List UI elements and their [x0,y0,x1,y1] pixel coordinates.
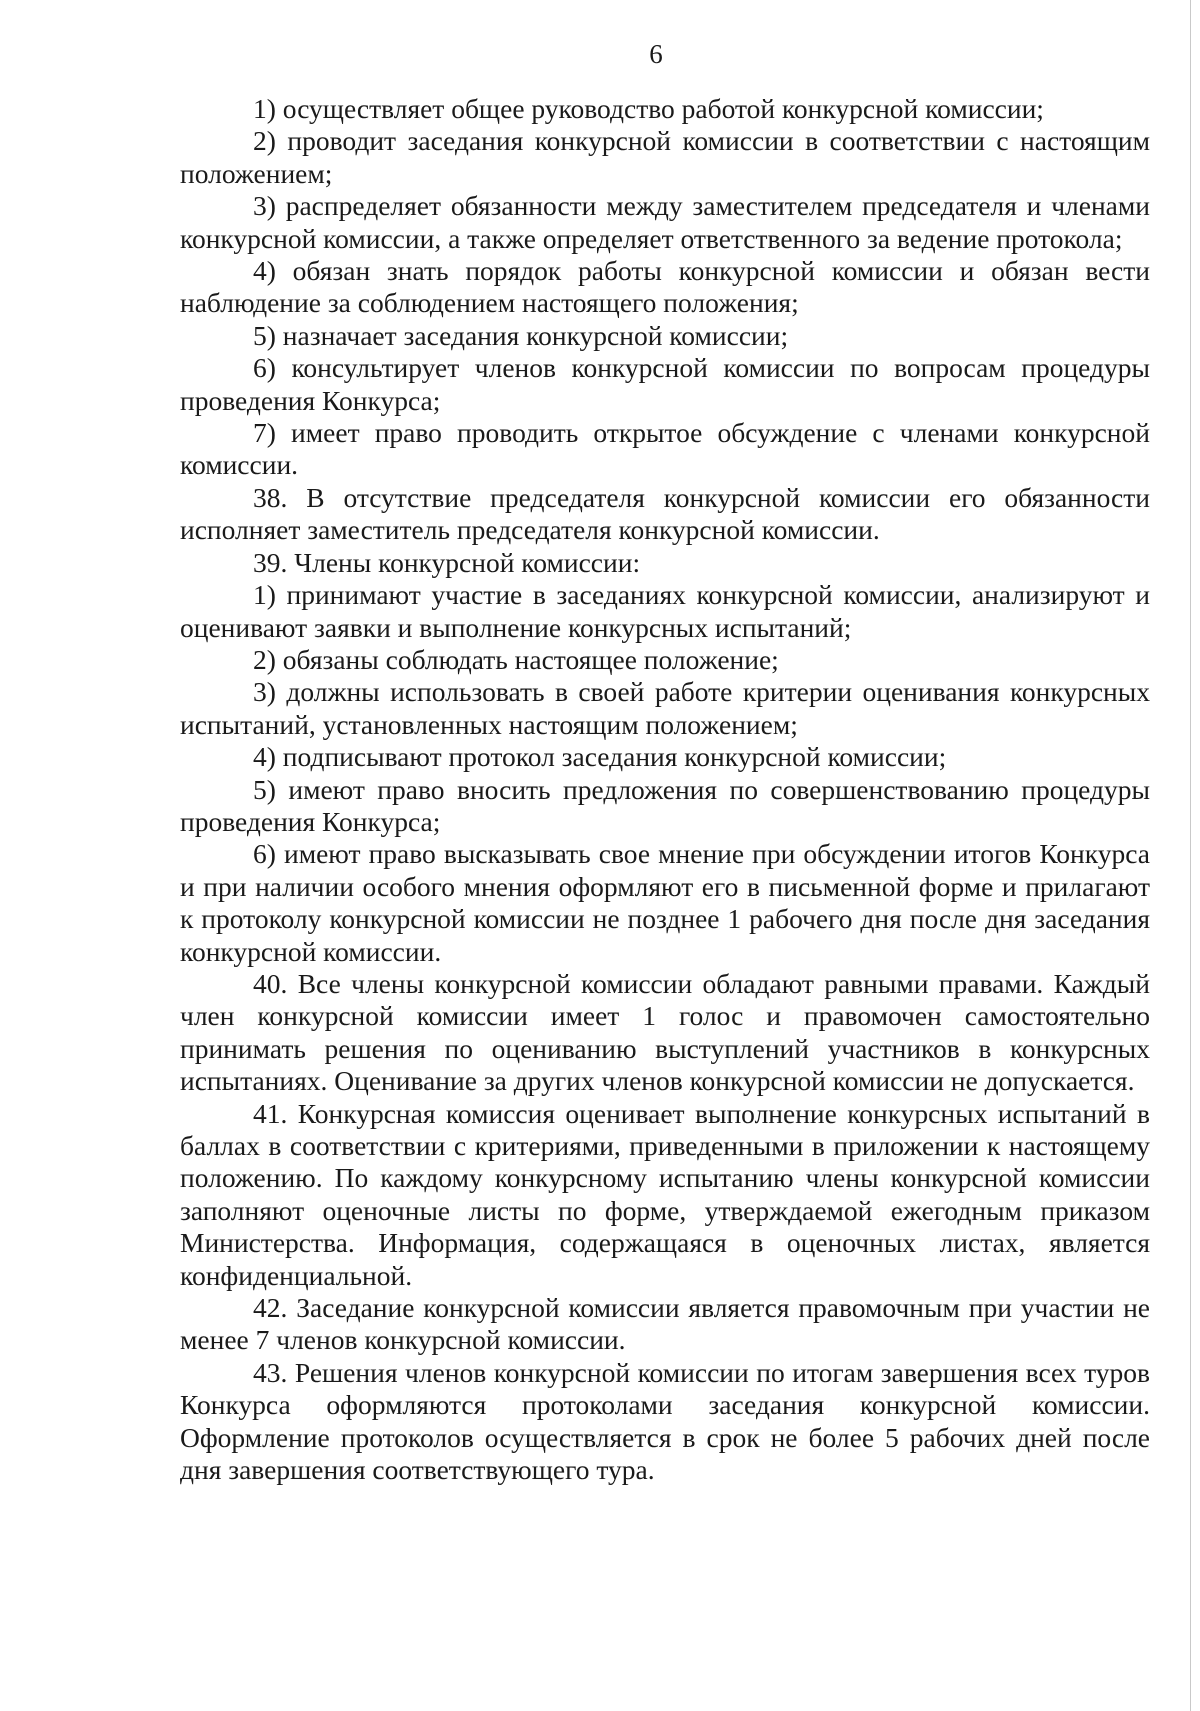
member-duty-2: 2) обязаны соблюдать настоящее положение; [253,643,779,675]
document-body [180,93,1150,1486]
member-duty-6: 6) имеют право высказывать свое мнение при обсуждении итогов Конкурса и при наличии особого мнения оформляют его в письменной форме и прилагают к протоколу конкурсной комиссии не позднее 1 рабочего дня после дня заседания конкурсной комиссии. [180,838,1150,967]
member-duty-5: 5) имеют право вносить предложения по совершенствованию процедуры проведения Конкурса; [180,773,1150,837]
chairman-duty-3: 3) распределяет обязанности между заместителем председателя и членами конкурсной комиссии, а также определяет ответственного за ведение протокола; [180,190,1150,254]
member-duty-4: 4) подписывают протокол заседания конкурсной комиссии; [253,741,947,773]
chairman-duty-7: 7) имеет право проводить открытое обсуждение с членами конкурсной комиссии. [180,417,1150,481]
clause-39-heading: 39. Члены конкурсной комиссии: [253,546,641,578]
chairman-duty-1: 1) осуществляет общее руководство работой конкурсной комиссии; [253,93,1044,124]
clause-42: 42. Заседание конкурсной комиссии является правомочным при участии не менее 7 членов конкурсной комиссии. [180,1292,1150,1356]
member-duty-1: 1) принимают участие в заседаниях конкурсной комиссии, анализируют и оценивают заявки и выполнение конкурсных испытаний; [180,579,1150,643]
clause-40: 40. Все члены конкурсной комиссии обладают равными правами. Каждый член конкурсной комиссии имеет 1 голос и правомочен самостоятельно принимать решения по оцениванию выступлений участников в конкурсных испытаниях. Оценивание за других членов конкурсной комиссии не допускается. [180,967,1150,1097]
member-duty-3: 3) должны использовать в своей работе критерии оценивания конкурсных испытаний, установленных настоящим положением; [180,676,1150,740]
clause-38: 38. В отсутствие председателя конкурсной комиссии его обязанности исполняет заместитель председателя конкурсной комиссии. [180,481,1150,546]
clause-41: 41. Конкурсная комиссия оценивает выполнение конкурсных испытаний в баллах в соответствии с критериями, приведенными в приложении к настоящему положению. По каждому конкурсному испытанию члены конкурсной комиссии заполняют оценочные листы по форме, утверждаемой ежегодным приказом Министерства. Информация, содержащаяся в оценочных листах, является конфиденциальной. [180,1097,1150,1291]
chairman-duty-4: 4) обязан знать порядок работы конкурсной комиссии и обязан вести наблюдение за соблюдением настоящего положения; [180,255,1150,319]
chairman-duty-2: 2) проводит заседания конкурсной комиссии в соответствии с настоящим положением; [180,125,1150,189]
chairman-duty-5: 5) назначает заседания конкурсной комиссии; [253,319,789,351]
chairman-duty-6: 6) консультирует членов конкурсной комиссии по вопросам процедуры проведения Конкурса; [180,352,1150,416]
clause-43: 43. Решения членов конкурсной комиссии по итогам завершения всех туров Конкурса оформляются протоколами заседания конкурсной комиссии. Оформление протоколов осуществляется в срок не более 5 рабочих дней после дня завершения соответствующего тура. [180,1356,1150,1486]
page-number: 6 [649,39,663,69]
scan-edge-line [1190,0,1191,1711]
